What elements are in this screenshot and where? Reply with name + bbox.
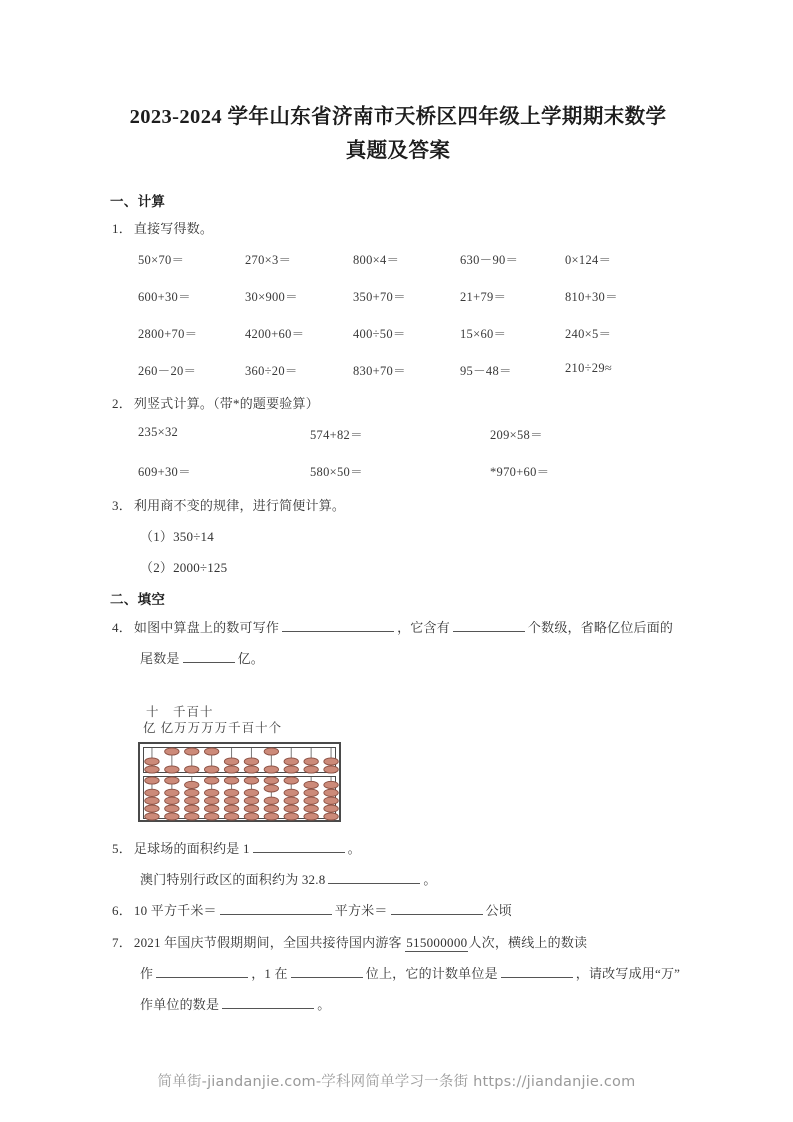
q1-cell: 2800+70＝ — [138, 327, 198, 341]
question-6-line — [112, 900, 512, 919]
question-3-text: 利用商不变的规律，进行简便计算。 — [133, 498, 346, 513]
q1-cell: 15×60＝ — [460, 327, 507, 341]
q1-cell: 260－20＝ — [138, 364, 197, 378]
abacus-label-bottom-row: 亿 亿万万万万千百十个 — [143, 721, 283, 735]
question-1-text: 直接写得数。 — [133, 221, 214, 236]
question-3-item-1: （1）350÷14 — [140, 529, 214, 544]
section-heading-calculation: 一、计算 — [110, 194, 166, 209]
answer-blank-q6-1[interactable] — [220, 901, 332, 915]
answer-blank-q4-2[interactable] — [453, 618, 525, 632]
q1-cell: 800×4＝ — [353, 253, 400, 267]
q1-cell: 210÷29≈ — [565, 361, 613, 375]
question-5-line-1 — [112, 838, 361, 857]
question-2-text: 列竖式计算。（带*的题要验算） — [133, 396, 319, 411]
q1-cell: 21+79＝ — [460, 290, 507, 304]
question-3-item-2: （2）2000÷125 — [140, 560, 228, 575]
question-7-line-1 — [112, 932, 587, 951]
abacus-figure — [138, 702, 348, 822]
q2-cell: *970+60＝ — [490, 465, 550, 479]
answer-blank-q5-1[interactable] — [253, 839, 345, 853]
q2-cell: 209×58＝ — [490, 428, 543, 442]
q1-cell: 240×5＝ — [565, 327, 612, 341]
question-6-text-c: 公顷 — [485, 903, 512, 918]
question-7-number: 7． — [112, 935, 132, 950]
answer-blank-q7-2[interactable] — [291, 964, 363, 978]
q1-cell: 0×124＝ — [565, 253, 612, 267]
q1-cell: 350+70＝ — [353, 290, 406, 304]
q2-cell: 235×32 — [138, 425, 179, 439]
q2-cell: 580×50＝ — [310, 465, 363, 479]
question-7-text-c: 作 — [140, 966, 154, 981]
question-6-number: 6． — [112, 903, 132, 918]
question-7-text-d: ，1 在 — [251, 966, 288, 981]
question-7-text-a: 2021 年国庆节假期期间，全国共接待国内游客 — [133, 935, 402, 950]
question-4-line-1 — [112, 617, 673, 636]
q1-row-4 — [110, 361, 710, 381]
abacus-place-value-labels — [138, 702, 348, 742]
question-1-prompt — [112, 218, 213, 237]
question-4-text-b: ，它含有 — [397, 620, 450, 635]
answer-blank-q6-2[interactable] — [391, 901, 483, 915]
question-7-line-3 — [140, 994, 330, 1013]
question-5-text-b: 。 — [347, 841, 361, 856]
question-3-prompt — [112, 495, 345, 514]
q1-row-1 — [110, 250, 710, 270]
abacus-label-top-row: 十 千百十 — [146, 705, 214, 719]
page-title — [108, 100, 688, 168]
answer-blank-q7-1[interactable] — [156, 964, 248, 978]
question-4-line-2 — [140, 648, 264, 667]
page-title-line1: 2023-2024 学年山东省济南市天桥区四年级上学期期末数学 — [129, 106, 667, 128]
abacus-beads-layer — [142, 746, 341, 822]
question-4-text-e: 亿。 — [237, 651, 265, 666]
q1-cell: 360÷20＝ — [245, 364, 298, 378]
question-6-text-b: 平方米＝ — [334, 903, 388, 918]
question-4-text-d: 尾数是 — [140, 651, 180, 666]
q1-cell: 95－48＝ — [460, 364, 512, 378]
question-7-line-2 — [140, 963, 680, 982]
q1-cell: 600+30＝ — [138, 290, 191, 304]
question-5-text-d: 。 — [423, 872, 437, 887]
question-4-number: 4． — [112, 620, 132, 635]
question-5-text-c: 澳门特别行政区的面积约为 32.8 — [140, 872, 326, 887]
question-5-line-2 — [140, 869, 437, 888]
q2-row-2 — [110, 462, 710, 482]
question-2-prompt — [112, 393, 319, 412]
question-4-text-a: 如图中算盘上的数可写作 — [133, 620, 280, 635]
answer-blank-q5-2[interactable] — [328, 870, 420, 884]
footer-watermark: 简单街-jiandanjie.com-学科网简单学习一条街 https://jiandanjie.com — [157, 1074, 636, 1090]
q2-row-1 — [110, 425, 710, 445]
q2-cell: 574+82＝ — [310, 428, 363, 442]
question-2-number: 2． — [112, 396, 132, 411]
q1-cell: 4200+60＝ — [245, 327, 305, 341]
answer-blank-q7-3[interactable] — [501, 964, 573, 978]
answer-blank-q7-4[interactable] — [222, 995, 314, 1009]
question-7-text-f: ，请改写成用“万” — [575, 966, 681, 981]
q1-row-2 — [110, 287, 710, 307]
question-6-text-a: 10 平方千米＝ — [133, 903, 217, 918]
section-heading-fill-in-blank: 二、填空 — [110, 592, 166, 607]
question-7-text-b: 人次，横线上的数读 — [468, 935, 588, 950]
question-3-number: 3． — [112, 498, 132, 513]
q1-row-3 — [110, 324, 710, 344]
question-5-number: 5． — [112, 841, 132, 856]
question-7-text-e: 位上，它的计数单位是 — [365, 966, 498, 981]
q1-cell: 400÷50＝ — [353, 327, 406, 341]
question-5-text-a: 足球场的面积约是 1 — [133, 841, 250, 856]
question-7-text-h: 。 — [317, 997, 331, 1012]
q2-cell: 609+30＝ — [138, 465, 191, 479]
question-7-text-g: 作单位的数是 — [140, 997, 220, 1012]
question-7-highlighted-number: 515000000 — [406, 935, 468, 950]
q1-cell: 810+30＝ — [565, 290, 618, 304]
answer-blank-q4-1[interactable] — [282, 618, 394, 632]
q1-cell: 830+70＝ — [353, 364, 406, 378]
question-4-text-c: 个数级，省略亿位后面的 — [527, 620, 674, 635]
abacus-frame — [138, 742, 341, 822]
page-title-line2: 真题及答案 — [345, 140, 451, 162]
q1-cell: 50×70＝ — [138, 253, 185, 267]
question-1-number: 1． — [112, 221, 132, 236]
q1-cell: 630－90＝ — [460, 253, 519, 267]
q1-cell: 270×3＝ — [245, 253, 292, 267]
answer-blank-q4-3[interactable] — [183, 649, 235, 663]
q1-cell: 30×900＝ — [245, 290, 298, 304]
